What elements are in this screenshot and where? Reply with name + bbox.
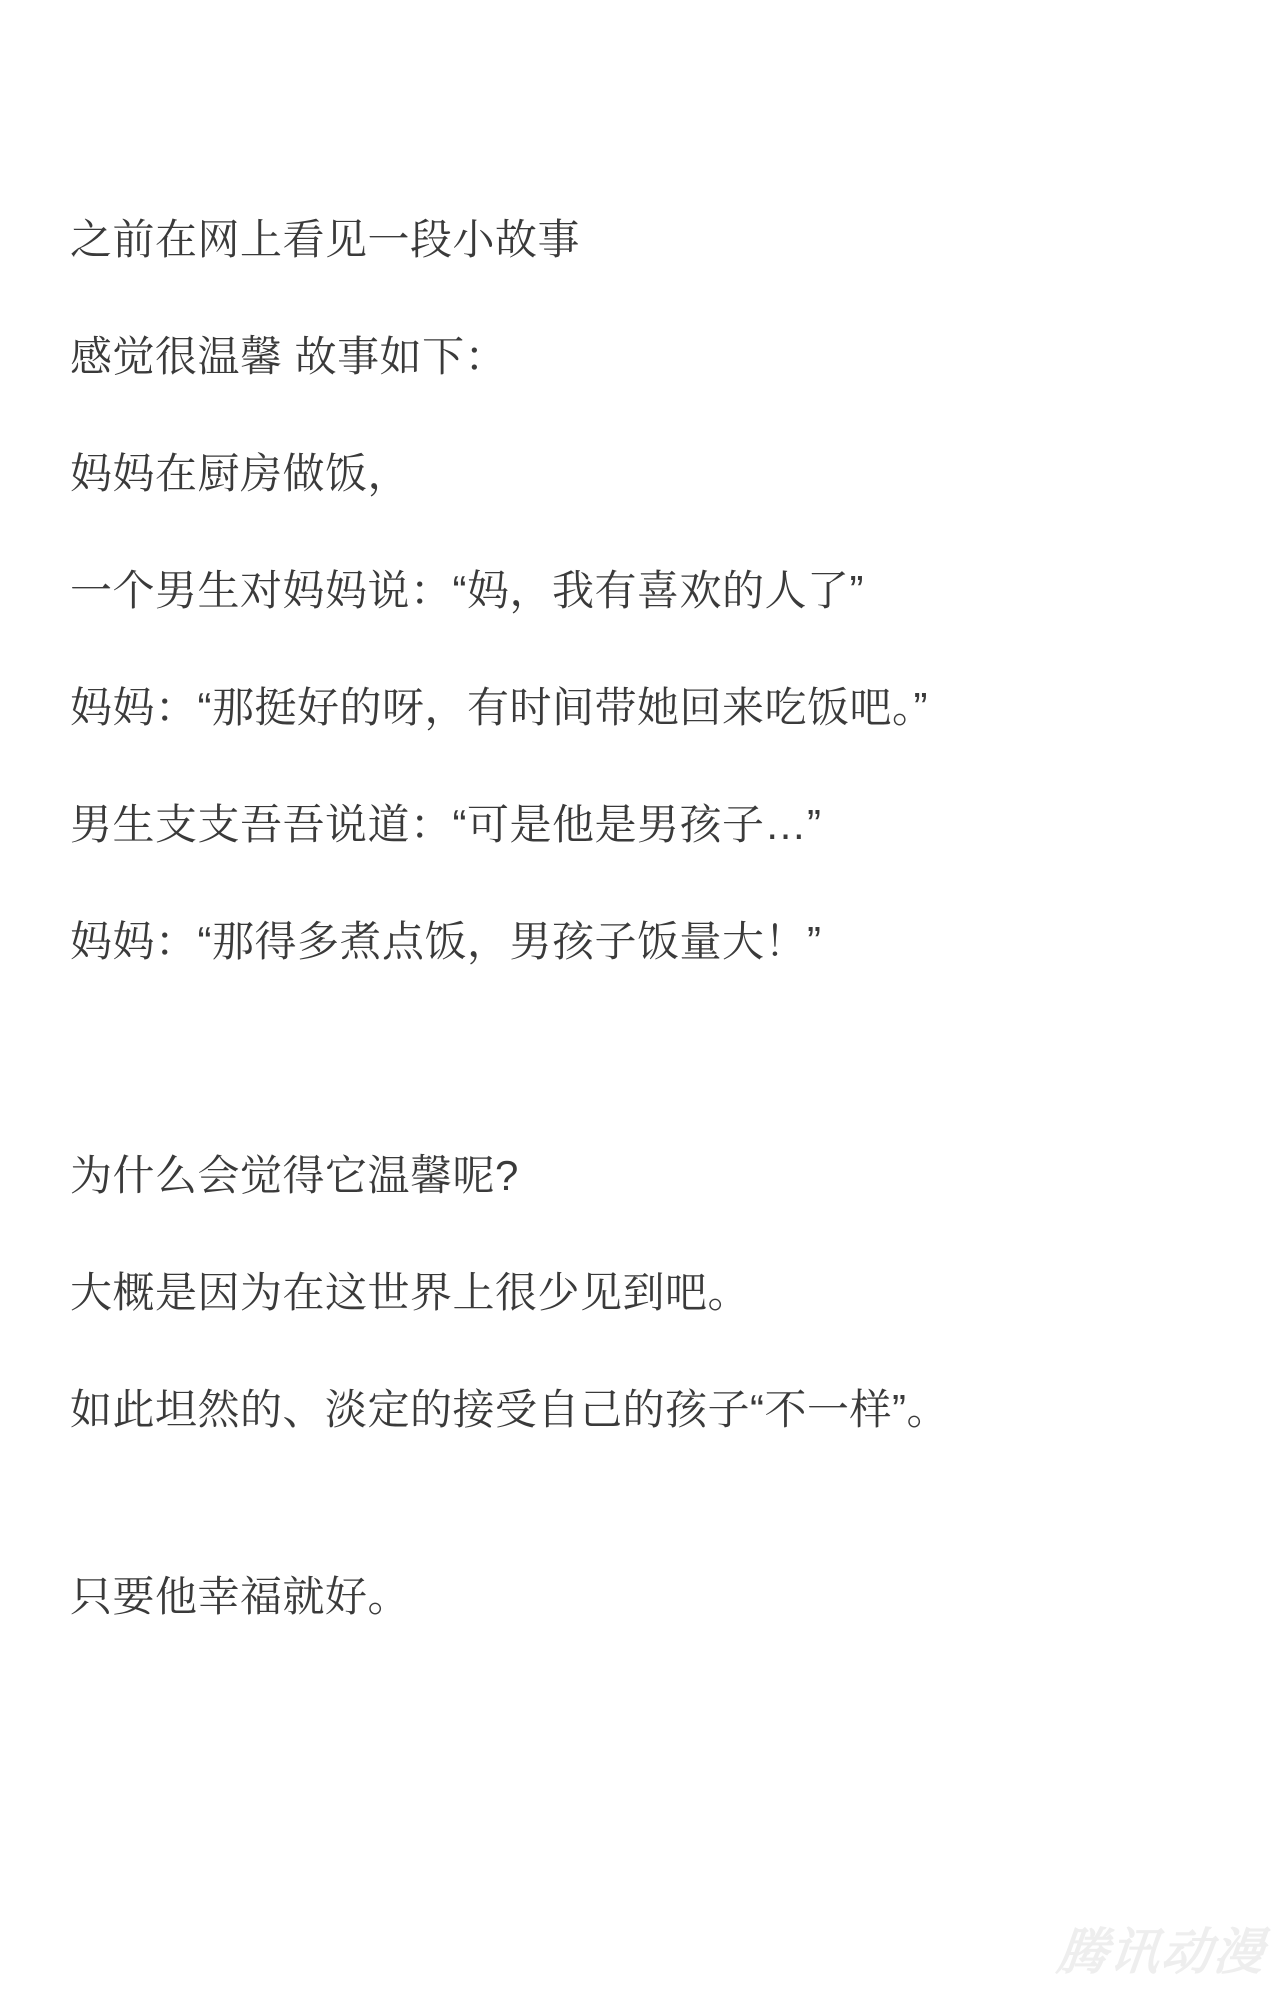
story-line-boy-1: 一个男生对妈妈说：“妈，我有喜欢的人了” <box>70 567 864 614</box>
story-line-mom-2: 妈妈：“那得多煮点饭，男孩子饭量大！” <box>70 918 822 965</box>
story-line-reflection-3: 如此坦然的、淡定的接受自己的孩子“不一样”。 <box>70 1386 949 1433</box>
story-line-boy-2: 男生支支吾吾说道：“可是他是男孩子…” <box>70 801 822 848</box>
story-line-reflection-1: 为什么会觉得它温馨呢? <box>70 1152 519 1199</box>
tencent-comics-watermark: 腾讯动漫 <box>1054 1924 1269 1980</box>
story-line-intro-1: 之前在网上看见一段小故事 <box>70 216 581 263</box>
story-line-closing: 只要他幸福就好。 <box>70 1573 411 1620</box>
story-line-intro-2: 感觉很温馨 故事如下： <box>70 333 508 380</box>
story-line-mom-1: 妈妈：“那挺好的呀，有时间带她回来吃饭吧。” <box>70 684 928 731</box>
story-line-reflection-2: 大概是因为在这世界上很少见到吧。 <box>70 1269 751 1316</box>
story-line-scene: 妈妈在厨房做饭， <box>70 450 411 497</box>
